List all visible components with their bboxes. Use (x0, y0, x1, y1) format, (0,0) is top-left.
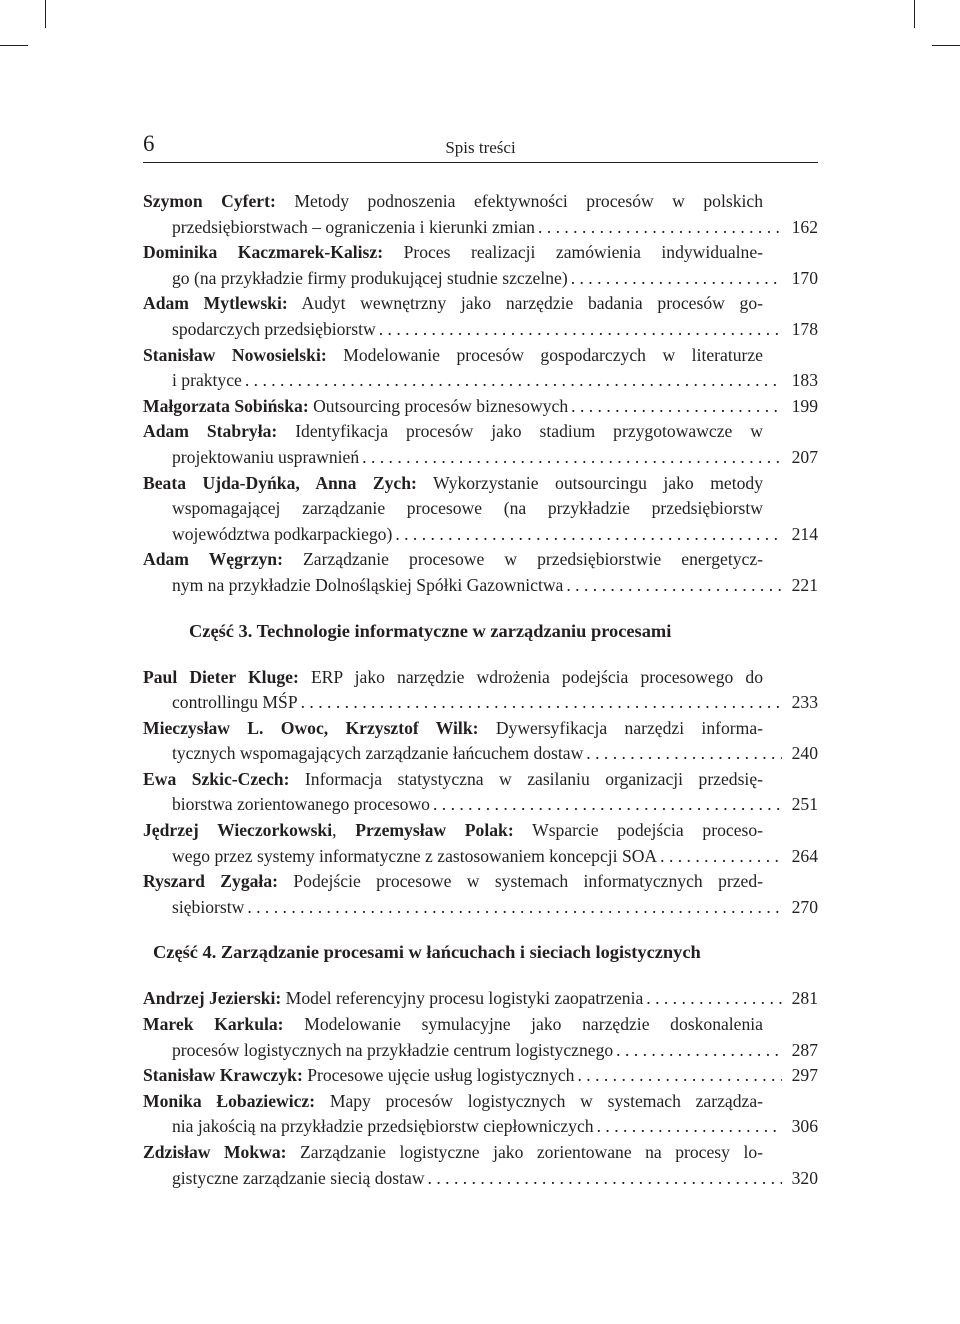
toc-entry (143, 818, 818, 869)
toc-entry-page: 214 (791, 523, 818, 544)
toc-entry-author: Monika Łobaziewicz: (143, 1090, 316, 1111)
toc-entry (143, 240, 818, 291)
toc-entry-title: Identyfikacja procesów jako stadium przygotowawcze w (295, 421, 763, 442)
toc-entry-author: Małgorzata Sobińska: (143, 395, 309, 416)
page-header (143, 128, 818, 163)
toc-entry-title: gistyczne zarządzanie siecią dostaw (172, 1167, 425, 1188)
toc-entry-line (143, 895, 818, 921)
toc-entry-title: Audyt wewnętrzny jako narzędzie badania procesów go- (301, 293, 763, 314)
toc-entry-line (143, 792, 818, 818)
toc-entry-page: 287 (791, 1039, 818, 1060)
toc-entry-author: Marek Karkula: (143, 1014, 284, 1035)
toc-entry-line (143, 869, 763, 895)
toc-entry-title: przedsiębiorstwach – ograniczenia i kierunki zmian (172, 216, 535, 237)
toc-entry-title: projektowaniu usprawnień (172, 446, 360, 467)
toc-entry-title: Zarządzanie procesowe w przedsiębiorstwie energetycz- (303, 549, 763, 570)
toc-entry (143, 1089, 818, 1140)
leader-dots (245, 368, 782, 394)
toc-entry-author: Dominika Kaczmarek-Kalisz: (143, 242, 384, 263)
toc-entry-page: 221 (791, 574, 818, 595)
toc-entry-line (143, 1012, 763, 1038)
leader-dots (586, 741, 782, 767)
toc-entry-author: Zdzisław Mokwa: (143, 1142, 287, 1162)
toc-entry-title: Zarządzanie logistyczne jako zorientowane na procesy lo- (300, 1142, 763, 1162)
toc-entry-line (143, 547, 763, 573)
leader-dots (247, 895, 782, 921)
toc-entry-title: nym na przykładzie Dolnośląskiej Spółki Gazownictwa (172, 574, 564, 595)
toc-entry (143, 716, 818, 767)
toc-entry-title: procesów logistycznych na przykładzie centrum logistycznego (172, 1039, 614, 1060)
toc-entry-line (143, 1063, 818, 1089)
toc-entry-line (143, 573, 818, 599)
toc-entry-page: 178 (791, 318, 818, 339)
toc-part-2-entries (143, 189, 818, 599)
toc-entry (143, 1012, 818, 1063)
crop-mark (914, 0, 915, 28)
toc-entry (143, 986, 818, 1012)
toc-entry-title: Podejście procesowe w systemach informatycznych przed- (293, 871, 763, 892)
toc-entry (143, 471, 818, 548)
toc-entry-line (143, 343, 763, 369)
toc-entry-author: Ryszard Zygała: (143, 871, 278, 892)
toc-entry (143, 547, 818, 598)
toc-part-4-entries (143, 986, 818, 1191)
toc-entry (143, 1063, 818, 1089)
toc-entry-title: wspomagającej zarządzanie procesowe (na przykładzie przedsiębiorstw (172, 498, 763, 519)
toc-entry-line (143, 844, 818, 870)
toc-entry (143, 343, 818, 394)
leader-dots (571, 266, 782, 292)
leader-dots (566, 573, 782, 599)
toc-entry-text (143, 1063, 574, 1089)
crop-mark (932, 45, 960, 46)
toc-entry-line (143, 496, 763, 522)
toc-entry-line (143, 1089, 763, 1115)
toc-entry-line (143, 215, 818, 241)
toc-entry-title: Modelowanie symulacyjne jako narzędzie doskonalenia (304, 1014, 763, 1035)
toc-entry-author: Andrzej Jezierski: (143, 988, 282, 1009)
toc-entry (143, 291, 818, 342)
toc-entry-line (143, 690, 818, 716)
toc-entry-line (143, 1114, 818, 1140)
toc-entry-line (143, 317, 818, 343)
toc-entry-title: spodarczych przedsiębiorstw (172, 318, 376, 339)
toc-entry-line (143, 189, 763, 215)
toc-entry-line (143, 665, 763, 691)
toc-entry-line (143, 741, 818, 767)
toc-entry-author: Szymon Cyfert: (143, 191, 276, 211)
toc-entry-author: Stanisław Krawczyk: (143, 1065, 303, 1086)
toc-entry-page: 251 (791, 794, 818, 815)
toc-entry-text (143, 986, 643, 1012)
toc-entry-page: 162 (791, 216, 818, 237)
toc-entry-author: Ewa Szkic-Czech: (143, 768, 290, 789)
toc-entry-title: Wsparcie podejścia proceso- (532, 820, 763, 841)
toc-entry-title: go (na przykładzie firmy produkującej studnie szczelne) (172, 267, 568, 288)
toc-entry-title: i praktyce (172, 370, 242, 391)
toc-entry-title: Wykorzystanie outsourcingu jako metody (433, 472, 763, 493)
toc-entry-line (143, 716, 763, 742)
toc-entry (143, 767, 818, 818)
table-of-contents (143, 189, 818, 1191)
toc-entry-page: 199 (791, 395, 818, 416)
toc-entry (143, 419, 818, 470)
toc-entry-author: Beata Ujda-Dyńka, Anna Zych: (143, 472, 417, 493)
toc-entry-line (143, 266, 818, 292)
toc-entry-title: Mapy procesów logistycznych w systemach zarządza- (329, 1090, 763, 1111)
toc-entry-title: controllingu MŚP (172, 692, 298, 713)
crop-mark (45, 0, 46, 28)
toc-entry-page: 264 (791, 845, 818, 866)
toc-entry-title: Outsourcing procesów biznesowych (313, 395, 569, 416)
toc-entry-author: Paul Dieter Kluge: (143, 666, 299, 687)
toc-entry-author: Stanisław Nowosielski: (143, 344, 327, 365)
leader-dots (577, 1063, 782, 1089)
leader-dots (362, 445, 782, 471)
toc-entry (143, 394, 818, 420)
toc-entry-page: 233 (791, 692, 818, 713)
toc-entry-title: ERP jako narzędzie wdrożenia podejścia procesowego do (310, 666, 763, 687)
toc-entry-title: wego przez systemy informatyczne z zastosowaniem koncepcji SOA (172, 845, 658, 866)
leader-dots (616, 1038, 782, 1064)
toc-entry-title: nia jakością na przykładzie przedsiębiorstw ciepłowniczych (172, 1116, 594, 1137)
toc-entry-page: 306 (791, 1116, 818, 1137)
leader-dots (660, 844, 782, 870)
toc-entry-author: Adam Stabryła: (143, 421, 278, 442)
toc-entry-title: Proces realizacji zamówienia indywidualne- (403, 242, 763, 263)
toc-entry-line (143, 471, 763, 497)
toc-entry-line (143, 1140, 763, 1166)
toc-entry (143, 869, 818, 920)
leader-dots (428, 1166, 782, 1192)
toc-entry-line (143, 445, 818, 471)
toc-entry-author: Adam Węgrzyn: (143, 549, 283, 570)
toc-entry-line (143, 522, 818, 548)
toc-entry-author: Jędrzej Wieczorkowski (143, 820, 333, 841)
toc-entry-title: biorstwa zorientowanego procesowo (172, 794, 430, 815)
toc-entry-page: 297 (791, 1065, 818, 1086)
toc-entry-line: Jędrzej Wieczorkowski, Przemysław Polak: Wsparcie podejścia proceso- (143, 820, 763, 841)
toc-entry-page: 170 (791, 267, 818, 288)
toc-entry-page: 270 (791, 896, 818, 917)
toc-entry-title: Informacja statystyczna w zasilaniu organizacji przedsię- (304, 768, 763, 789)
toc-entry-page: 281 (791, 988, 818, 1009)
toc-entry-title: Procesowe ujęcie usług logistycznych (307, 1065, 575, 1086)
toc-entry-line (143, 394, 818, 420)
toc-entry-text (143, 394, 568, 420)
leader-dots (646, 986, 782, 1012)
toc-entry-page: 207 (791, 446, 818, 467)
toc-entry-title: Model referencyjny procesu logistyki zaopatrzenia (285, 988, 644, 1009)
leader-dots (395, 522, 782, 548)
crop-mark (0, 45, 28, 46)
leader-dots (538, 215, 782, 241)
toc-entry-line (143, 240, 763, 266)
part-3-title: Część 3. Technologie informatyczne w zarządzaniu procesami (189, 620, 672, 641)
leader-dots (433, 792, 782, 818)
toc-entry-author: Przemysław Polak: (355, 820, 514, 841)
toc-entry-title: Dywersyfikacja narzędzi informa- (495, 717, 763, 738)
toc-entry-line (143, 419, 763, 445)
page-number: 6 (143, 131, 155, 156)
toc-entry-author: Mieczysław L. Owoc, Krzysztof Wilk: (143, 717, 479, 738)
toc-entry-page: 240 (791, 743, 818, 764)
toc-entry-title: Metody podnoszenia efektywności procesów w polskich (294, 191, 763, 211)
toc-entry-page: 320 (791, 1167, 818, 1188)
toc-entry-line (143, 986, 818, 1012)
toc-entry-line (143, 1038, 818, 1064)
toc-entry-title: siębiorstw (172, 896, 245, 917)
toc-entry-line (143, 1166, 818, 1192)
leader-dots (571, 394, 782, 420)
toc-entry-title: tycznych wspomagających zarządzanie łańcuchem dostaw (172, 743, 584, 764)
toc-entry (143, 665, 818, 716)
toc-entry-title: Modelowanie procesów gospodarczych w literaturze (343, 344, 763, 365)
toc-entry (143, 189, 818, 240)
toc-entry-author: Adam Mytlewski: (143, 293, 288, 314)
toc-part-3-entries (143, 665, 818, 921)
toc-entry-title: województwa podkarpackiego) (172, 523, 393, 544)
leader-dots (597, 1114, 782, 1140)
running-head: Spis treści (445, 138, 516, 157)
toc-entry-line (143, 291, 763, 317)
toc-entry-page: 183 (791, 370, 818, 391)
leader-dots (379, 317, 782, 343)
toc-entry (143, 1140, 818, 1191)
toc-entry-line (143, 767, 763, 793)
toc-entry-line (143, 368, 818, 394)
leader-dots (301, 690, 782, 716)
part-4-title: Część 4. Zarządzanie procesami w łańcuchach i sieciach logistycznych (153, 942, 701, 963)
